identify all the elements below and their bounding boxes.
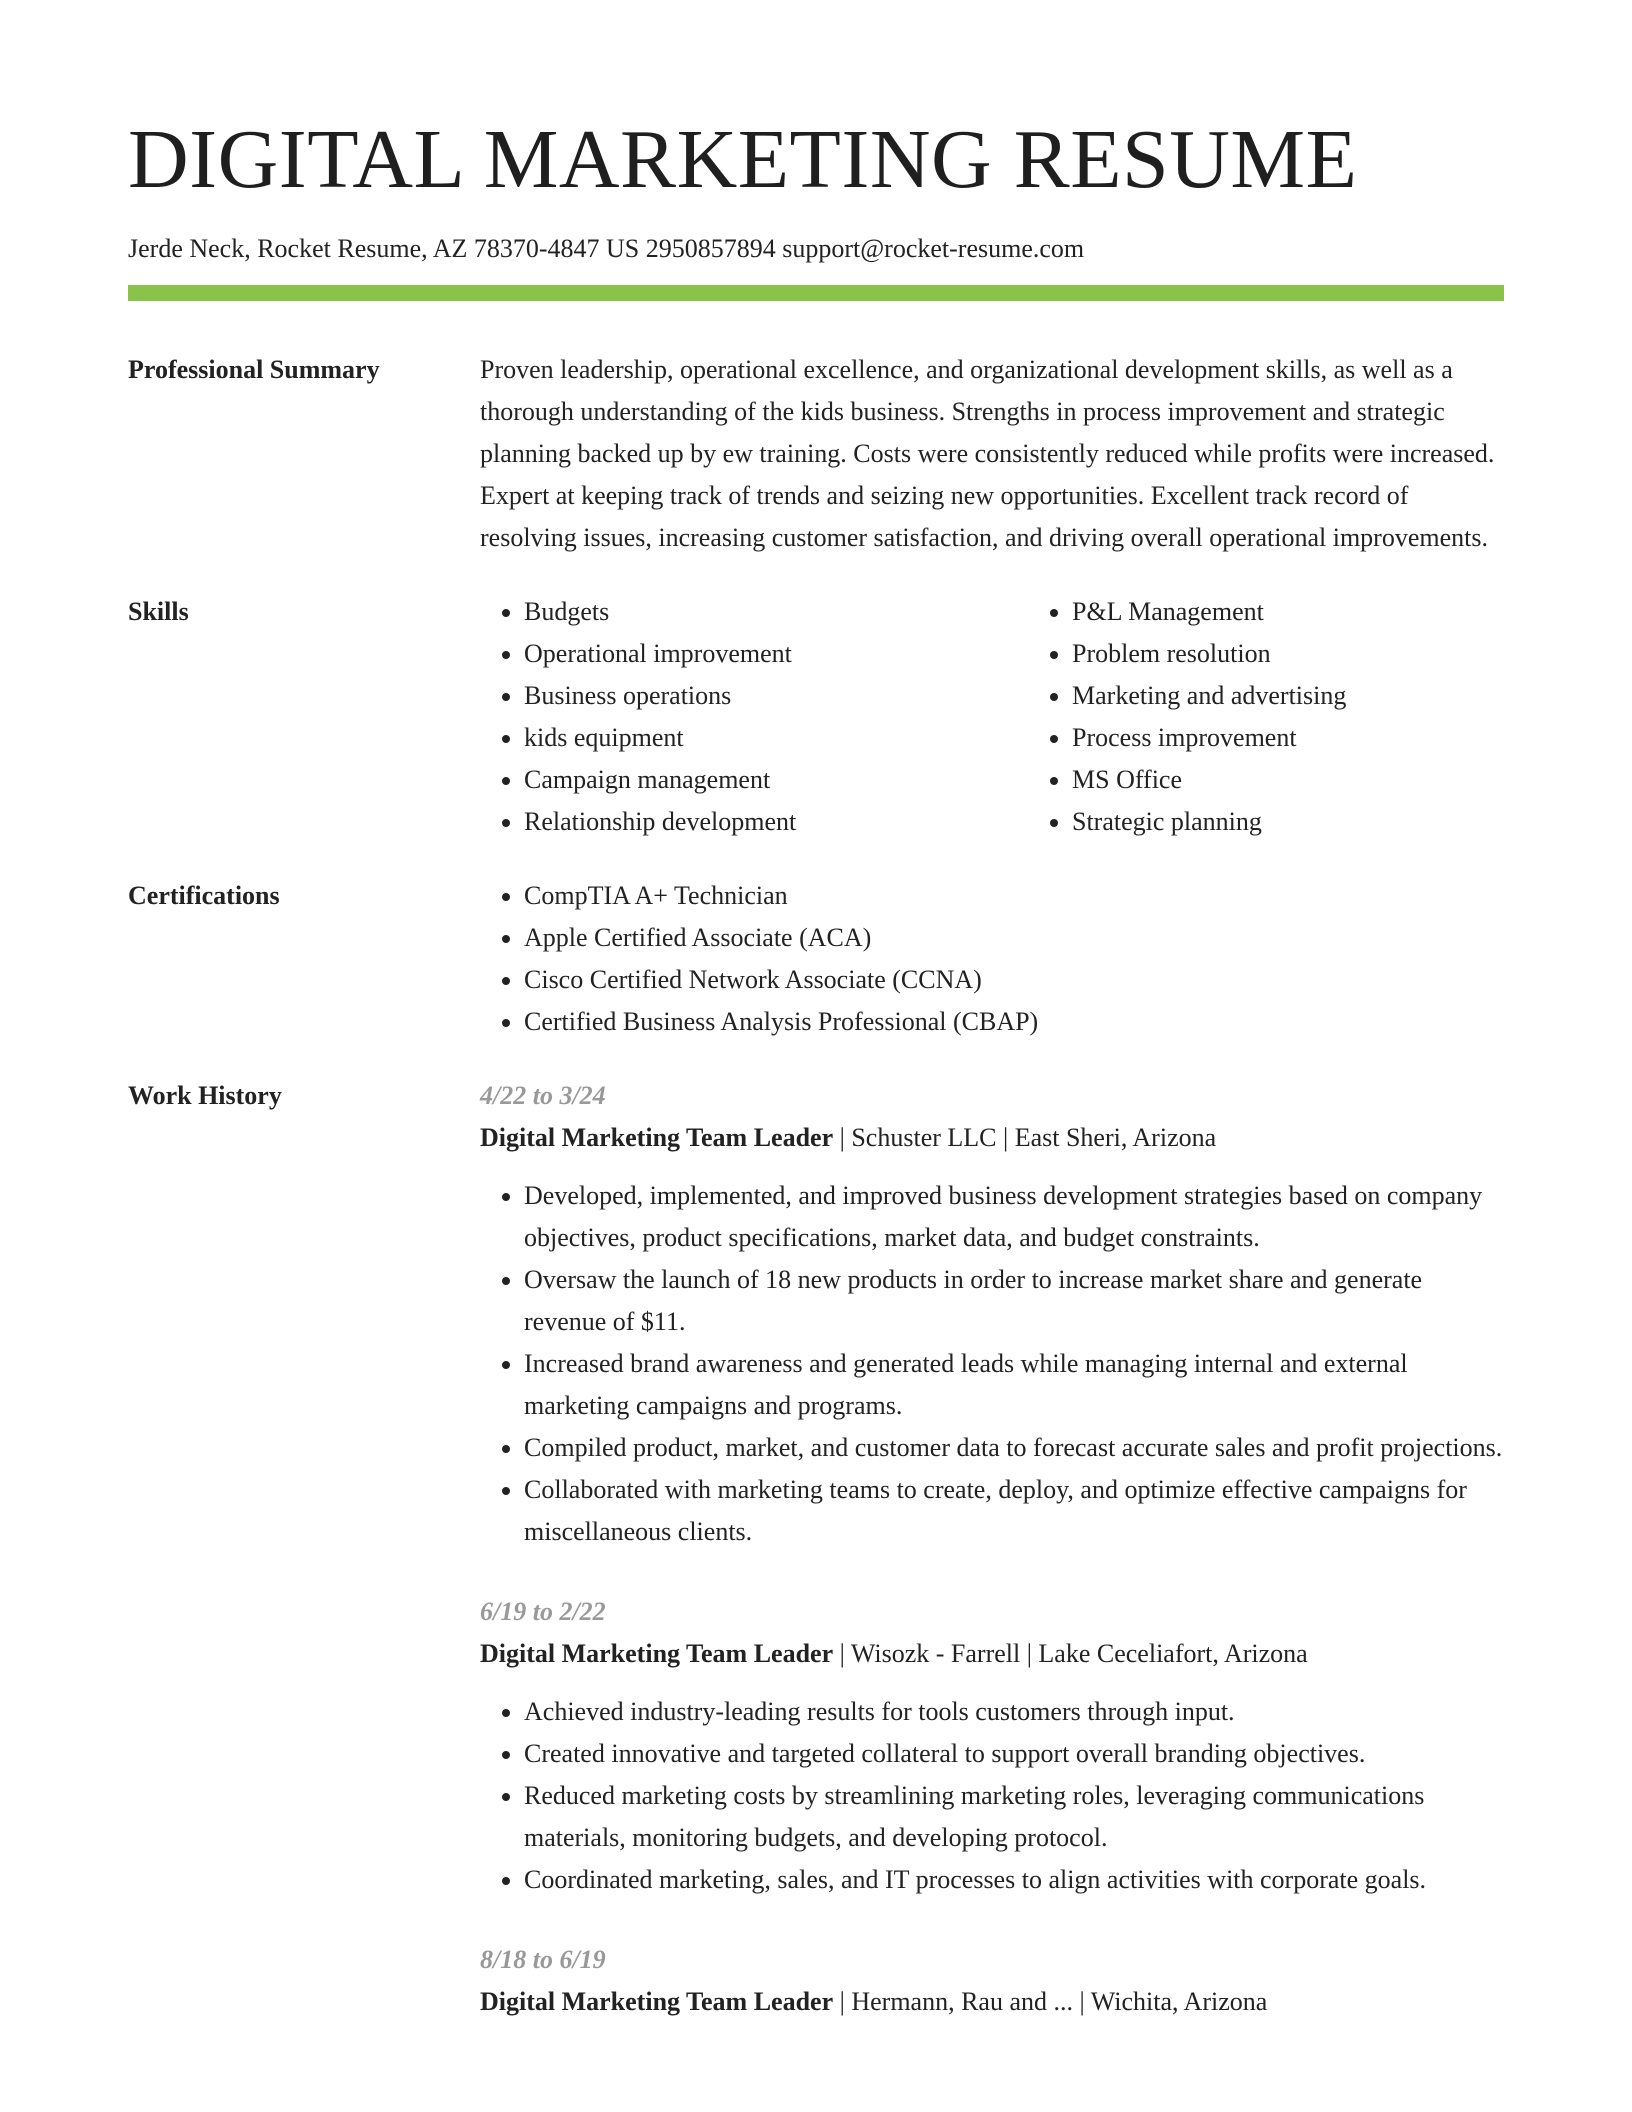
job-entry [480,1591,1504,1901]
summary-body [480,349,1504,559]
job-bullet: • Increased brand awareness and generated leads while managing internal and external marketing campaigns and programs. [524,1343,1504,1427]
certification-item: • Apple Certified Associate (ACA) [524,917,1504,959]
job-details: | Schuster LLC | East Sheri, Arizona [833,1123,1217,1152]
section-label-work-history: Work History [128,1081,282,1110]
section-label-summary: Professional Summary [128,355,380,384]
section-label-certifications: Certifications [128,881,280,910]
job-bullet: • Collaborated with marketing teams to create, deploy, and optimize effective campaigns for miscellaneous clients. [524,1469,1504,1553]
job-entry [480,1075,1504,1553]
job-details: | Hermann, Rau and ... | Wichita, Arizona [833,1987,1268,2016]
skill-item: • Relationship development [524,801,1028,843]
job-heading [480,1117,1504,1159]
job-bullet: • Compiled product, market, and customer data to forecast accurate sales and profit projections. [524,1427,1504,1469]
job-dates: 6/19 to 2/22 [480,1597,606,1626]
certification-item: • CompTIA A+ Technician [524,875,1504,917]
section-label-skills: Skills [128,597,189,626]
summary-text: Proven leadership, operational excellence, and organizational development skills, as well as a thorough understanding of the kids business. Strengths in process improvement and strategic planning backed up by ew training. Costs were consistently reduced while profits were increased. Expert at keeping track of trends and seizing new opportunities. Excellent track record of resolving issues, increasing customer satisfaction, and driving overall operational improvements. [480,355,1495,552]
certifications-body [480,875,1504,1043]
job-heading [480,1633,1504,1675]
job-bullet: • Created innovative and targeted collateral to support overall branding objectives. [524,1733,1504,1775]
skill-item: • Business operations [524,675,1028,717]
accent-divider [128,285,1504,301]
job-bullets [480,1691,1504,1901]
job-title: Digital Marketing Team Leader [480,1123,834,1152]
job-dates: 8/18 to 6/19 [480,1945,606,1974]
job-title: Digital Marketing Team Leader [480,1987,834,2016]
skills-grid [480,591,1576,843]
skill-item: • Operational improvement [524,633,1028,675]
skill-item: • Strategic planning [1072,801,1576,843]
job-bullets [480,1175,1504,1553]
certifications-list [480,875,1504,1043]
job-bullet: • Developed, implemented, and improved business development strategies based on company objectives, product specifications, market data, and budget constraints. [524,1175,1504,1259]
skill-item: • Process improvement [1072,717,1576,759]
skills-column-1 [480,591,1028,843]
job-entry [480,1939,1504,2023]
work-history-section [128,1075,1504,2061]
skill-item: • kids equipment [524,717,1028,759]
resume-title: DIGITAL MARKETING RESUME [128,113,1358,206]
certification-item: • Cisco Certified Network Associate (CCNA) [524,959,1504,1001]
skill-item: • Marketing and advertising [1072,675,1576,717]
certifications-section [128,875,1504,1043]
job-details: | Wisozk - Farrell | Lake Ceceliafort, Arizona [833,1639,1308,1668]
job-heading [480,1981,1504,2023]
job-title: Digital Marketing Team Leader [480,1639,834,1668]
job-bullet: • Coordinated marketing, sales, and IT processes to align activities with corporate goals. [524,1859,1504,1901]
skill-item: • MS Office [1072,759,1576,801]
job-bullet: • Achieved industry-leading results for tools customers through input. [524,1691,1504,1733]
contact-info: Jerde Neck, Rocket Resume, AZ 78370-4847 US 2950857894 support@rocket-resume.com [128,234,1085,263]
certification-item: • Certified Business Analysis Professional (CBAP) [524,1001,1504,1043]
skill-item: • P&L Management [1072,591,1576,633]
skill-item: • Campaign management [524,759,1028,801]
skills-column-2 [1028,591,1576,843]
professional-summary-section [128,349,1504,559]
job-bullet: • Oversaw the launch of 18 new products in order to increase market share and generate revenue of $11. [524,1259,1504,1343]
skills-section [128,591,1504,843]
job-dates: 4/22 to 3/24 [480,1081,606,1110]
job-bullet: • Reduced marketing costs by streamlining marketing roles, leveraging communications materials, monitoring budgets, and developing protocol. [524,1775,1504,1859]
skill-item: • Problem resolution [1072,633,1576,675]
resume-sections [128,349,1504,2093]
work-history-body [480,1075,1504,2061]
skill-item: • Budgets [524,591,1028,633]
